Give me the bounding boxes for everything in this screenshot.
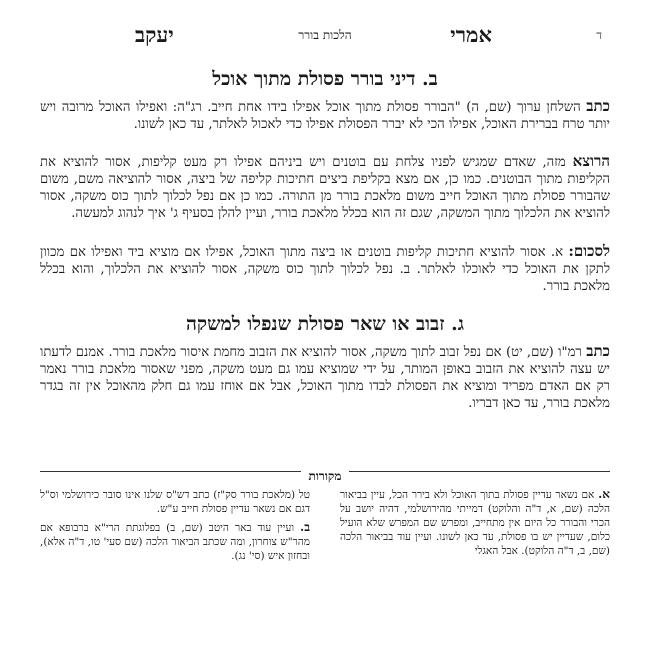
paragraph-text: מזה, שאדם שמגיש לפניו צלחת עם בוטנים ויש ביניהם אפילו רק מעט קליפות, אסור להוציא את הקליפות מתוך הבוטנים. כמו כן, אם מצא בקליפת ביצים חתיכות קליפה של ביצה, אסור להוציאה משם, משום שהבורר פסולת מתוך האוכל חייב משום מלאכת בורר מן התורה. כמו כן אם נפל לכלוך לתוך כוס משקה, אסור להוציא את הלכלוך מתוך המשקה, שגם זה הוא בכלל מלאכת בורר, ועיין להלן בסעיף ג' איך לנהוג למעשה. <box>40 155 610 221</box>
paragraph-text: השלחן ערוך (שם, ה) "הבורר פסולת מתוך אוכל אפילו בידו אחת חייב. רג"ה: ואפילו האוכל מרובה ויש יותר טרח בברירת האוכל, אפילו הכי לא יברר הפסולת אפילו כדי לאכול לאלתר, עד כאן לשונו. <box>40 100 610 132</box>
footnote <box>40 487 310 516</box>
page-number: ד <box>596 28 602 42</box>
paragraph-lead-word: כתב <box>586 342 610 360</box>
paragraph-text: רמ"ו (שם, יט) אם נפל זבוב לתוך משקה, אסור להוציא את הזבוב מחמת איסור מלאכת בורר. אמנם לדעתו יש עצה להוציא את הזבוב באופן המותר, על ידי שמוציא עמו גם מעט משקה, מפני שאסור מלאכת בורר נאמר רק אם האדם מפריד ומוציא את הפסולת לבדו מתוך האוכל, אבל אם אוחז עמו גם חלק מהאוכל אין זה בגדר מלאכת בורר, עד כאן דבריו. <box>40 345 610 411</box>
footnote-letter: ב. <box>300 520 310 534</box>
footnote-text: טל (מלאכת בורר סק"ז) כתב דש"ס שלנו אינו סובר כירושלמי וס"ל דגם אם נשאר עדיין פסולת חייב ע"ש. <box>40 489 310 515</box>
paragraph-lead-word: לסכום: <box>568 242 610 260</box>
footnote-letter: א. <box>598 487 610 501</box>
footnote-text: ועיין עוד באר היטב (שם, ב) בפלוגתת הרי"א ברבופא אם מהר"ש צוחרון, ומה שכתב הביאור הלכה (שם סעי' טו, ד"ה אלא), ובחזון איש (סי' נג). <box>40 522 310 562</box>
sources-label <box>0 465 650 484</box>
footnotes-column-right <box>340 487 610 562</box>
section-heading: ב. דיני בורר פסולת מתוך אוכל <box>212 68 438 90</box>
header-section-name: הלכות בורר <box>298 28 352 42</box>
paragraph <box>40 98 610 133</box>
paragraph-lead-word: הרוצא <box>572 152 610 170</box>
footnote <box>340 487 610 558</box>
sources-label-text: מקורות <box>301 469 350 483</box>
footnote-text: אם נשאר עדיין פסולת בתוך האוכל ולא בירר הכל, עיין בביאור הלכה (שם, א, ד"ה והלוקט) דמייתי מהירושלמי, דהיה יושב על הכרי והבורר כל היום אין מתחייב, ומפרש שם המפרש שלא הועיל כלום, שעדיין יש בו פסולת, עד כאן לשונו. ועיין עוד בביאור הלכה (שם, ב, ד"ה הלוקט). אבל האגלי <box>340 489 610 557</box>
paragraph-lead-word: כתב <box>586 97 610 115</box>
summary-paragraph <box>40 243 610 295</box>
header-title-left: יעקב <box>135 22 174 47</box>
paragraph <box>40 153 610 222</box>
header-title-right: אמרי <box>450 22 492 47</box>
footnote <box>40 520 310 563</box>
section-heading: ג. זבוב או שאר פסולת שנפלו למשקה <box>186 313 464 335</box>
paragraph <box>40 343 610 412</box>
running-header <box>40 22 610 56</box>
footnotes-column-left <box>40 487 310 567</box>
paragraph-text: א. אסור להוציא חתיכות קליפות בוטנים או ביצה מתוך האוכל, אפילו אם מוציא ביד ואפילו אם מכוון לתקן את האוכל כדי לאוכלו לאלתר. ב. נפל לכלוך לתוך כוס משקה, אסור להוציא את הלכלוך, והוא בכלל מלאכת בורר. <box>40 245 610 294</box>
